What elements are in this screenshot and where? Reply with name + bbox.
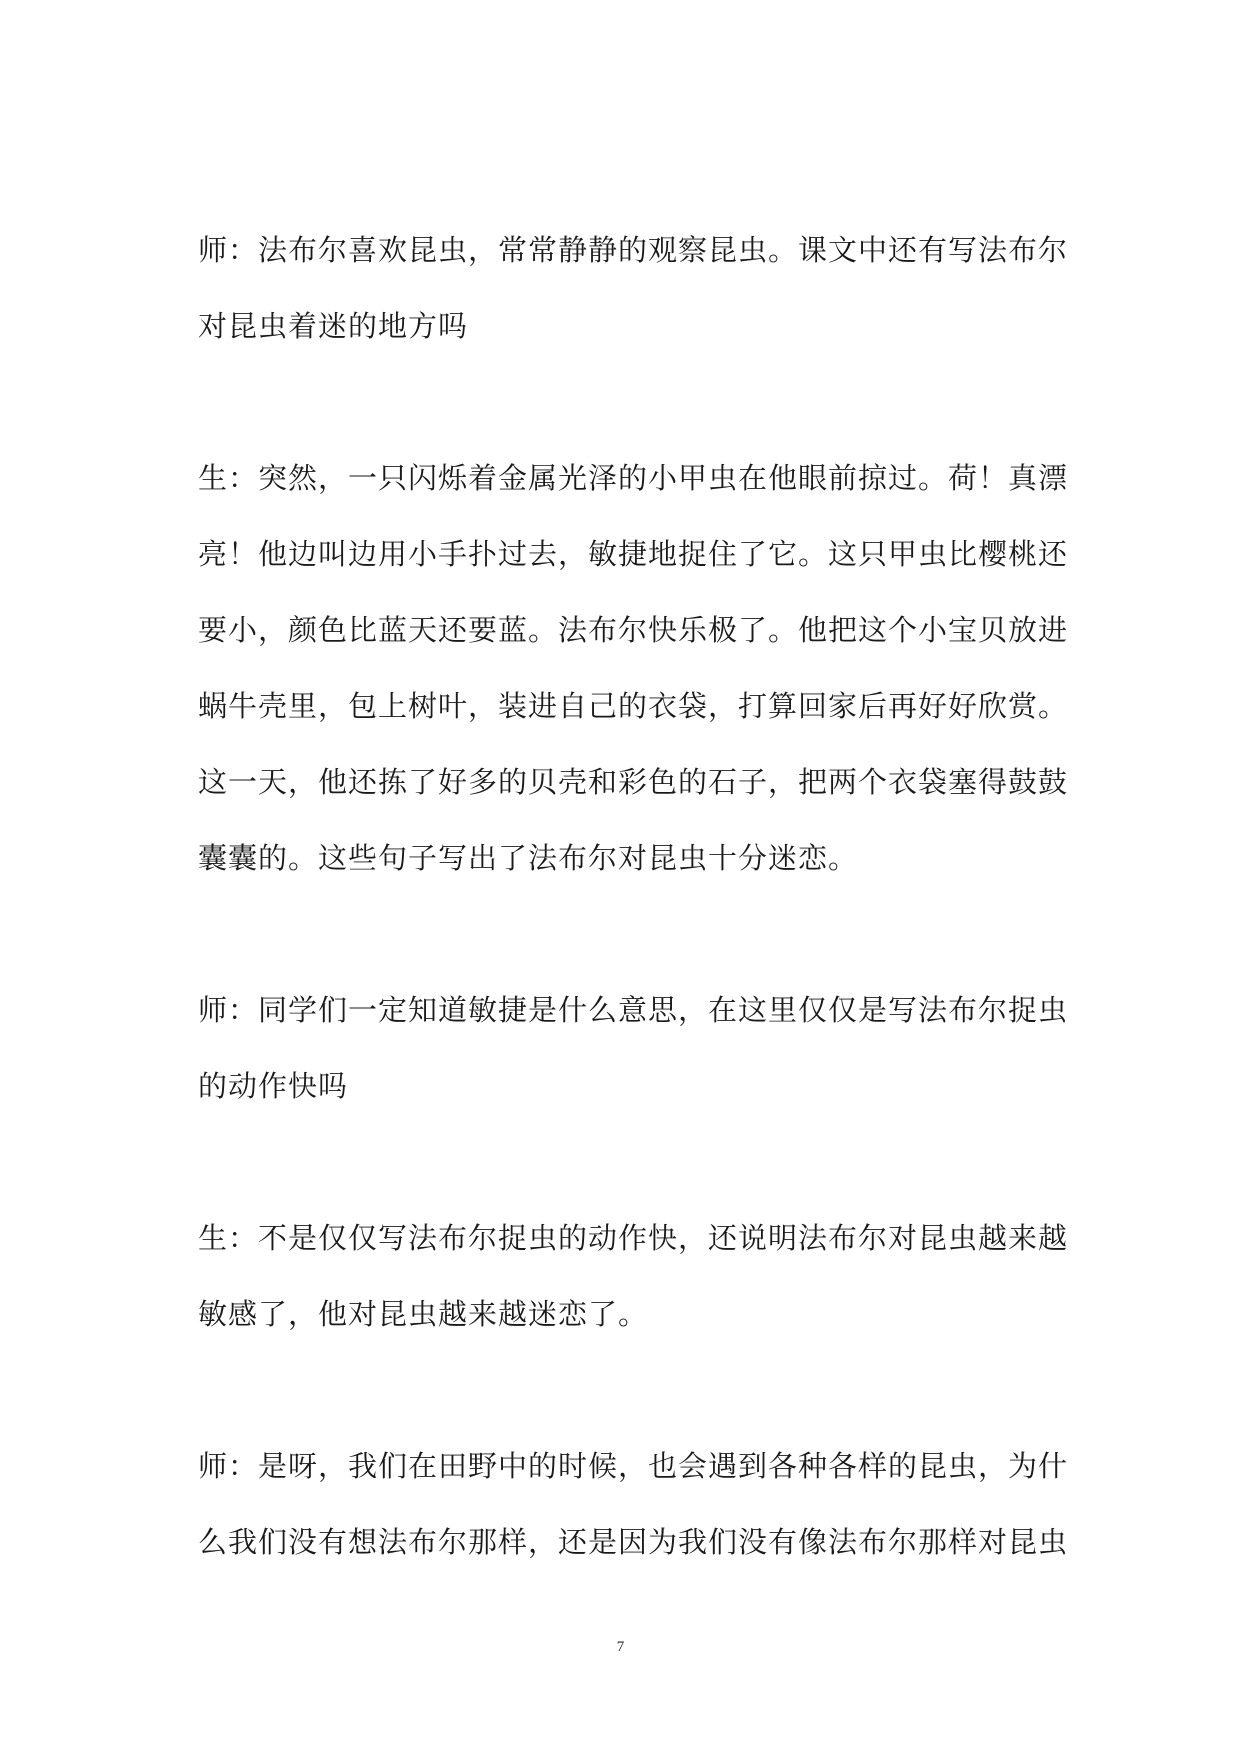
text-line: 敏感了，他对昆虫越来越迷恋了。 <box>198 1297 649 1331</box>
text-line: 师：法布尔喜欢昆虫，常常静静的观察昆虫。课文中还有写法布尔 <box>198 233 1069 267</box>
text-line: 么我们没有想法布尔那样，还是因为我们没有像法布尔那样对昆虫 <box>198 1525 1069 1559</box>
text-line: 对昆虫着迷的地方吗 <box>198 309 469 343</box>
text-line: 这一天，他还拣了好多的贝壳和彩色的石子，把两个衣袋塞得鼓鼓 <box>198 765 1069 799</box>
text-line: 的动作快吗 <box>198 1069 349 1103</box>
paragraph-student-answer-1 <box>198 459 1069 877</box>
text-line: 生：突然，一只闪烁着金属光泽的小甲虫在他眼前掠过。荷！真漂 <box>198 461 1069 495</box>
text-line: 要小，颜色比蓝天还要蓝。法布尔快乐极了。他把这个小宝贝放进 <box>198 613 1069 647</box>
text-line: 亮！他边叫边用小手扑过去，敏捷地捉住了它。这只甲虫比樱桃还 <box>198 537 1069 571</box>
page-number: 7 <box>616 1639 625 1655</box>
paragraph-student-answer-2 <box>198 1219 1069 1333</box>
text-line: 囊囊的。这些句子写出了法布尔对昆虫十分迷恋。 <box>198 841 859 875</box>
text-line: 师：同学们一定知道敏捷是什么意思，在这里仅仅是写法布尔捉虫 <box>198 993 1069 1027</box>
paragraph-teacher-question-1 <box>198 231 1069 345</box>
paragraph-teacher-question-2 <box>198 991 1069 1105</box>
paragraph-teacher-question-3 <box>198 1447 1069 1561</box>
text-line: 师：是呀，我们在田野中的时候，也会遇到各种各样的昆虫，为什 <box>198 1449 1069 1483</box>
text-line: 生：不是仅仅写法布尔捉虫的动作快，还说明法布尔对昆虫越来越 <box>198 1221 1069 1255</box>
text-line: 蜗牛壳里，包上树叶，装进自己的衣袋，打算回家后再好好欣赏。 <box>198 689 1069 723</box>
